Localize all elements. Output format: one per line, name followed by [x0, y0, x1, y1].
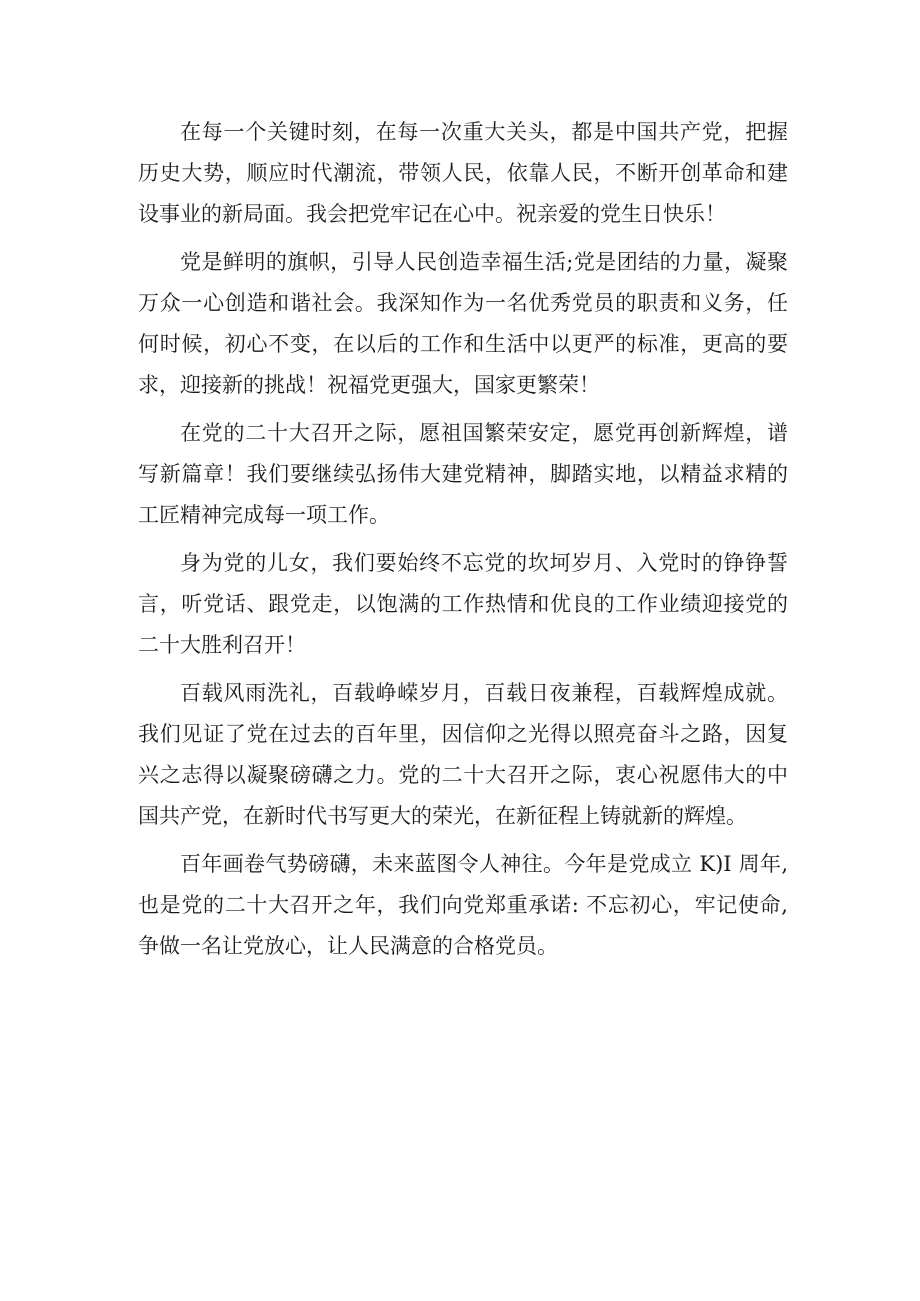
paragraph-5: 百载风雨洗礼，百载峥嵘岁月，百载日夜兼程，百载辉煌成就。我们见证了党在过去的百年里，因信仰之光得以照亮奋斗之路，因复兴之志得以凝聚磅礴之力。党的二十大召开之际，衷心祝愿伟大的中国共产党，在新时代书写更大的荣光，在新征程上铸就新的辉煌。 [138, 681, 788, 828]
paragraph-3: 在党的二十大召开之际，愿祖国繁荣安定，愿党再创新辉煌，谱写新篇章！我们要继续弘扬伟大建党精神，脚踏实地，以精益求精的工匠精神完成每一项工作。 [138, 421, 788, 527]
paragraph-4: 身为党的儿女，我们要始终不忘党的坎坷岁月、入党时的铮铮誓言，听党话、跟党走，以饱满的工作热情和优良的工作业绩迎接党的二十大胜利召开！ [138, 551, 788, 657]
document-body [138, 112, 788, 974]
paragraph-6: 百年画卷气势磅礴，未来蓝图令人神往。今年是党成立 K)I 周年, 也是党的二十大召开之年，我们向党郑重承诺: 不忘初心，牢记使命, 争做一名让党放心，让人民满意的合格党员。 [138, 852, 788, 958]
paragraph-2: 党是鲜明的旗帜，引导人民创造幸福生活;党是团结的力量，凝聚万众一心创造和谐社会。我深知作为一名优秀党员的职责和义务，任何时候，初心不变，在以后的工作和生活中以更严的标准，更高的要求，迎接新的挑战！祝福党更强大，国家更繁荣！ [138, 250, 788, 397]
paragraph-1: 在每一个关键时刻，在每一次重大关头，都是中国共产党，把握历史大势，顺应时代潮流，带领人民，依靠人民，不断开创革命和建设事业的新局面。我会把党牢记在心中。祝亲爱的党生日快乐！ [138, 120, 788, 226]
